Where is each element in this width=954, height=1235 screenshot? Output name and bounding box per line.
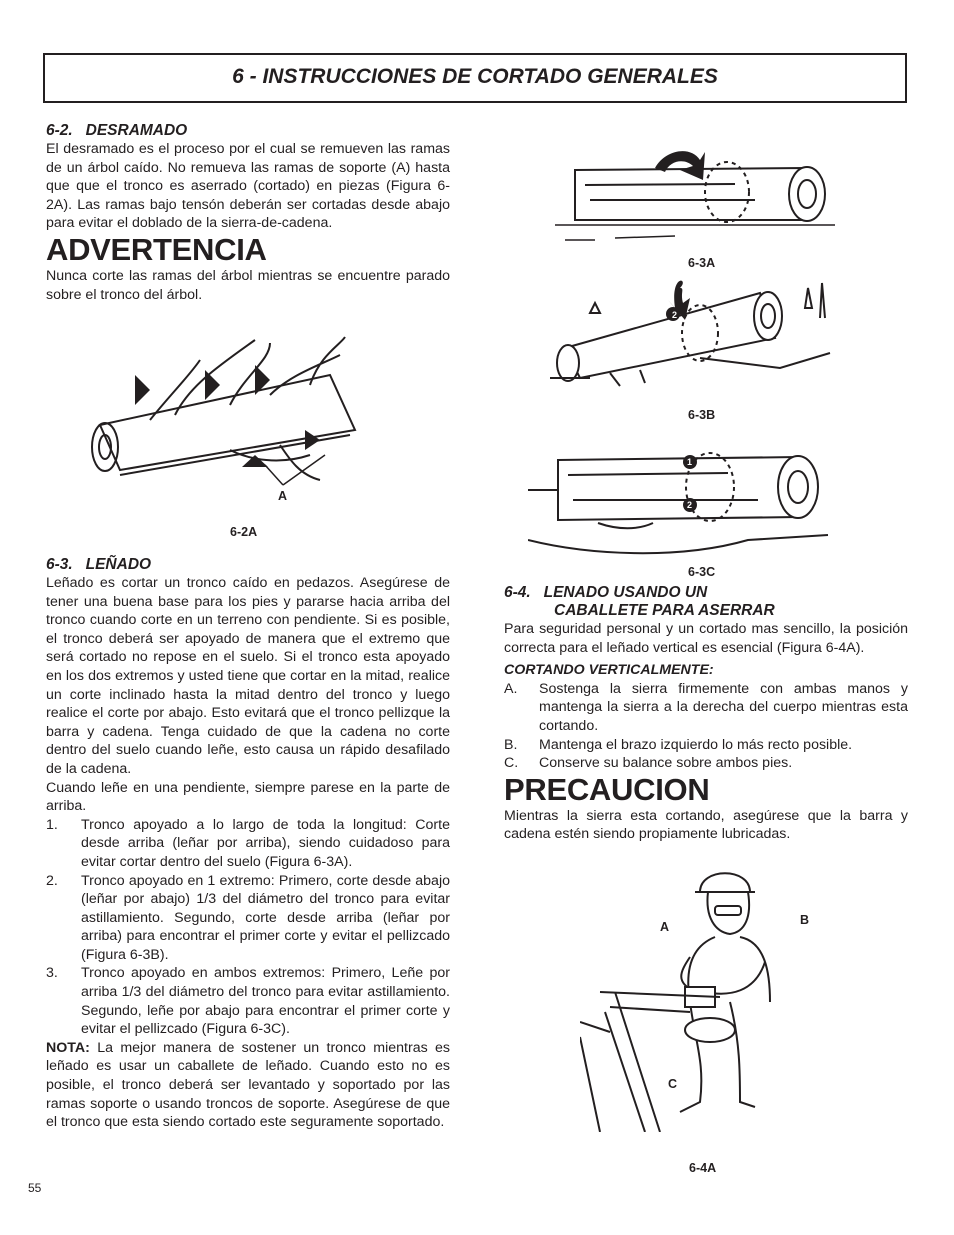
- figure-6-3b-marker-2: 2: [672, 310, 678, 320]
- figure-6-4a-label-c: C: [668, 1077, 678, 1091]
- lenado-section: [46, 556, 450, 1132]
- warning-title: ADVERTENCIA: [46, 231, 267, 267]
- warning-body: Nunca corte las ramas del árbol mientras se encuentre parado sobre el tronco del árbol.: [46, 267, 450, 303]
- figure-6-4a-label-b: B: [800, 913, 810, 927]
- figure-6-4a-illustration: [580, 862, 800, 1132]
- page-number: 55: [28, 1181, 42, 1195]
- desramado-section: [46, 122, 450, 304]
- lenado-item-2: 2. Tronco apoyado en 1 extremo: Primero, corte desde abajo (leñar por abajo) 1/3 del diámetro del tronco para evitar astillamiento. Segundo, corte desde arriba (leñar por arriba) para encontrar el primer corte y evitar el pellizcado (Figura 6-3B).: [46, 872, 450, 963]
- figure-6-3b-caption: 6-3B: [688, 408, 716, 422]
- figure-6-3c-marker-2: 2: [687, 500, 693, 510]
- lenado-item-3: 3. Tronco apoyado en ambos extremos: Primero, Leñe por arriba 1/3 del diámetro del tronco para evitar astillamiento. Segundo, leñe por abajo para encontrar el primer corte y evitar el pellizcado (Figura 6-3C).: [46, 965, 450, 1038]
- figure-6-3c-marker-1: 1: [687, 457, 693, 467]
- note-label: NOTA:: [46, 1039, 90, 1056]
- cortando-subheading: CORTANDO VERTICALMENTE:: [504, 662, 714, 679]
- figure-6-4a-caption: 6-4A: [689, 1161, 717, 1175]
- figure-6-3a-illustration: [555, 140, 845, 250]
- caballete-body: Para seguridad personal y un cortado mas sencillo, la posición correcta para el leñado vertical es esencial (Figura 6-4A).: [504, 621, 908, 656]
- lenado-heading: 6-3. LEÑADO: [46, 556, 152, 573]
- figure-6-4a-label-a: A: [660, 920, 670, 934]
- desramado-body: El desramado es el proceso por el cual se remueven las ramas de un árbol caído. No remueva las ramas de soporte (A) hasta que que el tronco es aserrado (cortado) en piezas (Figura 6-2A). Las ramas bajo tensón deberán ser cortadas desde abajo para evitar el doblado de la sierra-de-cadena.: [46, 141, 450, 232]
- lenado-item-1: 1. Tronco apoyado a lo largo de toda la longitud: Corte desde arriba (leñar por arriba), siendo cuidadoso para evitar cortar dentro del suelo (Figura 6-3A).: [46, 816, 450, 870]
- figure-6-2a-caption: 6-2A: [230, 525, 258, 539]
- caballete-heading-line1: 6-4. LENADO USANDO UN: [504, 584, 708, 601]
- cortando-item-c: C. Conserve su balance sobre ambos pies.: [504, 755, 793, 772]
- figure-6-3b-illustration: [550, 278, 840, 388]
- caution-body: Mientras la sierra esta cortando, asegúrese que la barra y cadena estén siendo propiamente lubricadas.: [504, 807, 908, 843]
- cortando-item-b: B. Mantenga el brazo izquierdo lo más recto posible.: [504, 736, 853, 753]
- section-title: 6 - INSTRUCCIONES DE CORTADO GENERALES: [232, 65, 718, 88]
- caution-title: PRECAUCION: [504, 771, 710, 807]
- figure-6-2a-label-a: A: [278, 489, 288, 503]
- figure-6-3c-caption: 6-3C: [688, 565, 716, 579]
- cortando-item-a: A. Sostenga la sierra firmemente con ambas manos y mantenga la sierra a la derecha del cuerpo mientras esta cortando.: [504, 680, 908, 734]
- caballete-heading-line2: CABALLETE PARA ASERRAR: [554, 602, 775, 619]
- lenado-note: NOTA: La mejor manera de sostener un tronco mientras es leñado es usar un caballete de leñado. Cuando esto no es posible, el tronco deberá ser levantado y soportado por las ramas soporte o usando troncos de soporte. Asegúrese de que el tronco que esta siendo cortado este seguramente soportado.: [46, 1039, 450, 1131]
- lenado-body-1: Leñado es cortar un tronco caído en pedazos. Asegúrese de tener una buena base para los pies y pararse hacia arriba del tronco cuando corte en un terreno con pendiente. Si es posible, el tronco deberá ser apoyado de manera que el extremo que será cortado no repose en el suelo. Si el tronco esta apoyado en los dos extremos y usted tiene que cortar en la mitad, realice un corte inclinado hasta la mitad dentro del tronco y luego realice el corte por abajo. Esto evitará que el tronco pellizque la barra y cadena. Tenga cuidado de que la cadena no corte dentro del suelo cuando leñe, esto causa un rápido desafilado de la cadena.: [46, 575, 450, 777]
- figure-6-3a-caption: 6-3A: [688, 256, 716, 270]
- desramado-heading: 6-2. DESRAMADO: [46, 122, 188, 139]
- figure-6-3c-illustration: [528, 445, 833, 565]
- section-header: [43, 53, 907, 103]
- lenado-body-2: Cuando leñe en una pendiente, siempre parese en la parte de arriba.: [46, 779, 450, 815]
- caballete-section: [504, 584, 908, 844]
- figure-6-2a-illustration: [80, 335, 360, 510]
